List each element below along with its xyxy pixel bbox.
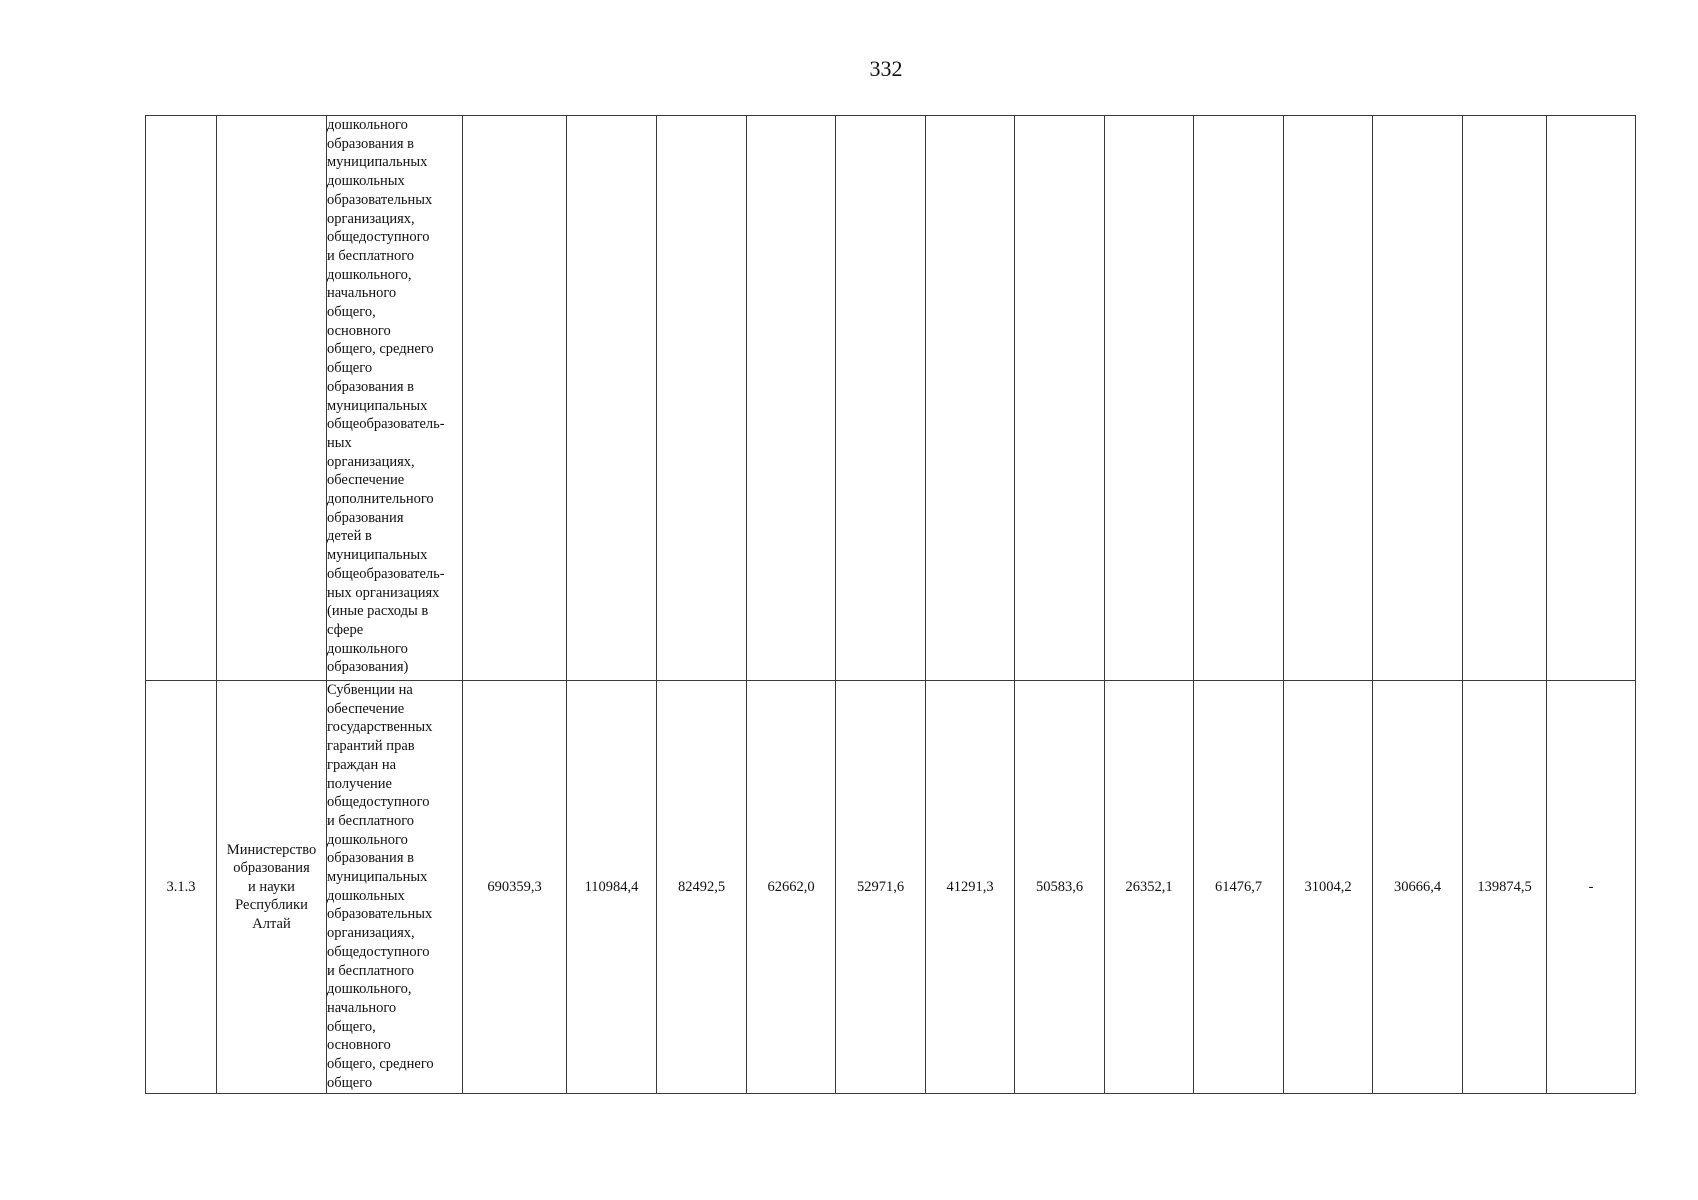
table-row [146, 116, 1636, 681]
row-description: дошкольного образования в муниципальных дошкольных образовательных организациях, общедоступного и бесплатного дошкольного, начального общего, основного общего, среднего общего образования в муниципальных общеобразователь- ных организациях, обеспечение дополнительного образования детей в муниципальных общеобразователь- ных организациях (иные расходы в сфере дошкольного образования) [327, 116, 463, 681]
value-cell [657, 116, 747, 681]
value-cell: - [1547, 681, 1636, 1094]
row-code [146, 116, 217, 681]
budget-table [145, 115, 1636, 1094]
value-cell [1547, 116, 1636, 681]
page-number: 332 [869, 56, 903, 81]
value-cell: 690359,3 [463, 681, 567, 1094]
value-cell: 82492,5 [657, 681, 747, 1094]
row-executor [217, 116, 327, 681]
value-cell [1015, 116, 1105, 681]
value-cell [567, 116, 657, 681]
value-cell: 139874,5 [1463, 681, 1547, 1094]
value-cell: 61476,7 [1194, 681, 1284, 1094]
value-cell: 30666,4 [1373, 681, 1463, 1094]
value-cell: 31004,2 [1284, 681, 1373, 1094]
value-cell: 52971,6 [836, 681, 926, 1094]
value-cell [836, 116, 926, 681]
value-cell: 26352,1 [1105, 681, 1194, 1094]
row-executor: Министерство образования и науки Республики Алтай [217, 681, 327, 1094]
value-cell [1194, 116, 1284, 681]
table-row [146, 681, 1636, 1094]
value-cell: 41291,3 [926, 681, 1015, 1094]
value-cell: 50583,6 [1015, 681, 1105, 1094]
row-code: 3.1.3 [146, 681, 217, 1094]
value-cell [926, 116, 1015, 681]
value-cell [1284, 116, 1373, 681]
value-cell [463, 116, 567, 681]
value-cell [1463, 116, 1547, 681]
value-cell: 110984,4 [567, 681, 657, 1094]
value-cell [1373, 116, 1463, 681]
value-cell [1105, 116, 1194, 681]
row-description: Субвенции на обеспечение государственных гарантий прав граждан на получение общедоступного и бесплатного дошкольного образования в муниципальных дошкольных образовательных организациях, общедоступного и бесплатного дошкольного, начального общего, основного общего, среднего общего [327, 681, 463, 1094]
value-cell [747, 116, 836, 681]
value-cell: 62662,0 [747, 681, 836, 1094]
